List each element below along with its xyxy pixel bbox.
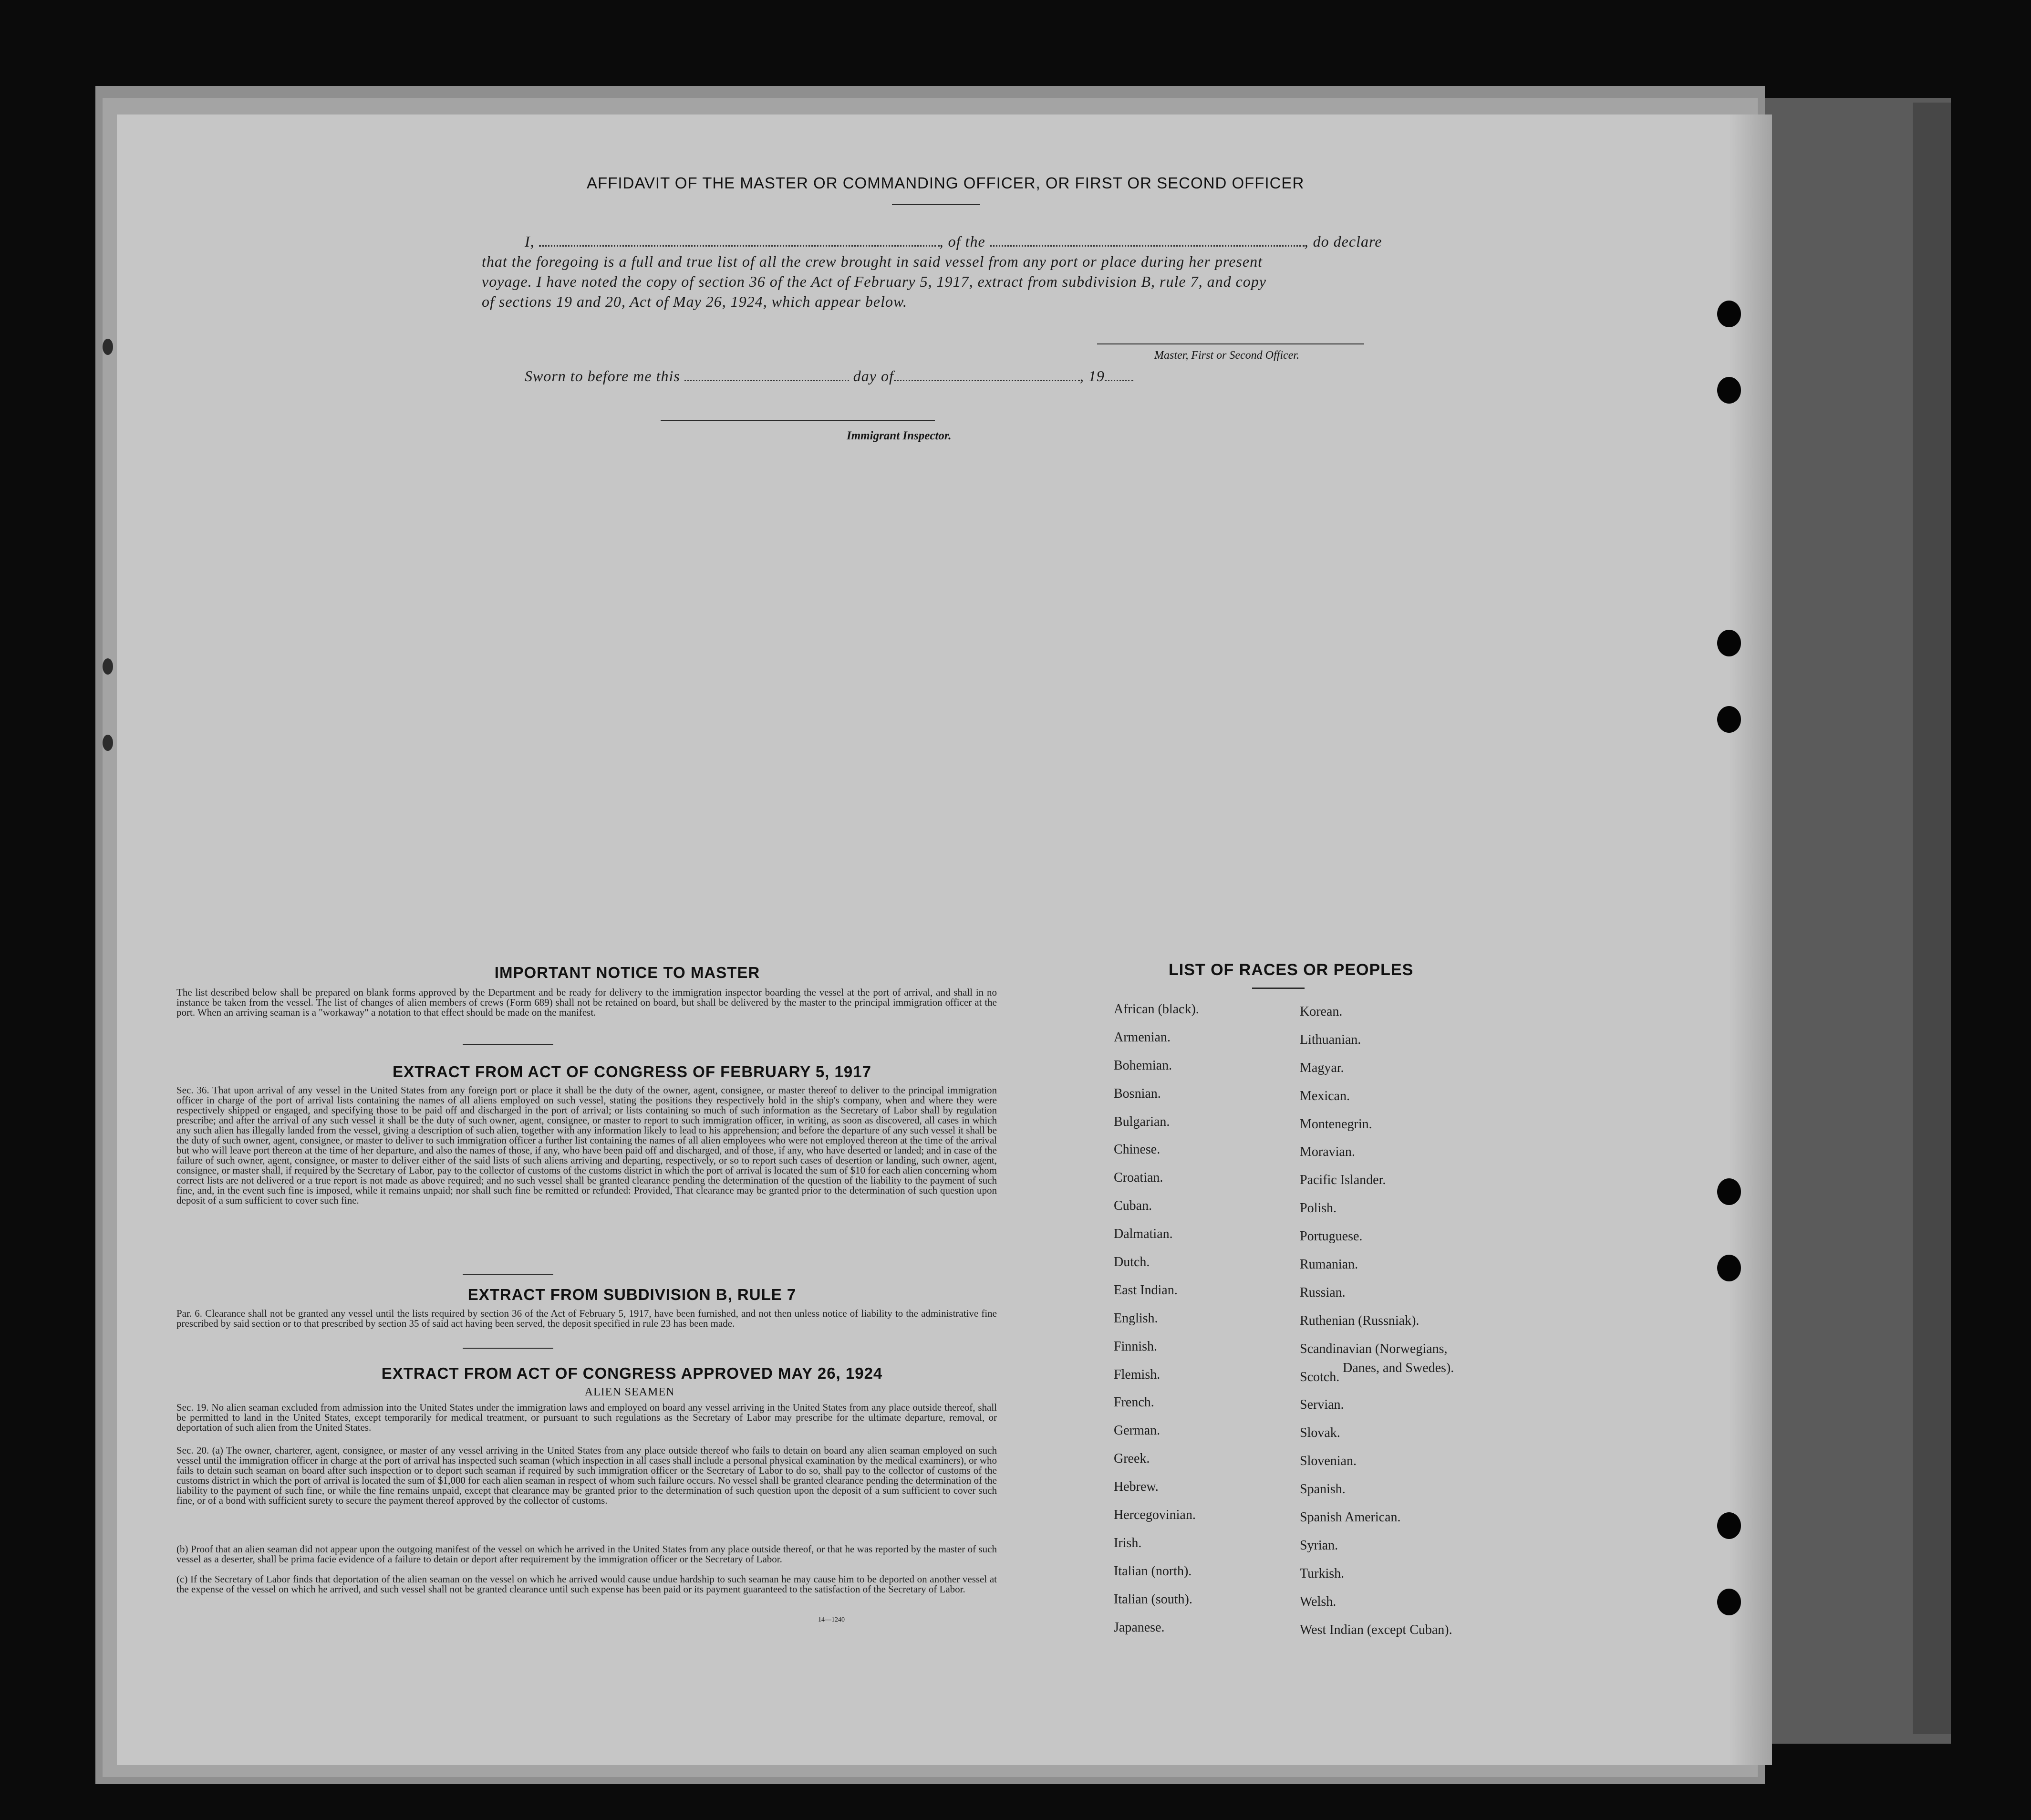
sworn-start: Sworn to before me this — [525, 367, 680, 385]
race-item: Welsh. — [1300, 1594, 1337, 1609]
race-item: Portuguese. — [1300, 1229, 1363, 1244]
notice-divider — [463, 1044, 553, 1045]
punch-hole — [1717, 630, 1741, 656]
punch-hole — [1717, 1589, 1741, 1615]
master-name-blank — [539, 239, 940, 247]
race-item: Chinese. — [1114, 1142, 1161, 1157]
backing-board-edge — [1913, 103, 1951, 1734]
sworn-line — [525, 367, 1133, 385]
races-left-column — [1114, 1002, 1199, 1648]
affidavit-line-1-start: I, — [525, 233, 535, 250]
rule7-body: Par. 6. Clearance shall not be granted any vessel until the lists required by section 36 of the Act of February 5, 1917, have been furnished, and not then unless notice of liability to the administrative fine prescribed by said section or to that prescribed by section 35 of said act having been served, the deposit specified in rule 23 has been made. — [176, 1308, 997, 1329]
race-item: Spanish American. — [1300, 1510, 1401, 1525]
race-item-continuation: Danes, and Swedes). — [1343, 1361, 1454, 1375]
races-right-column — [1300, 1004, 1452, 1650]
rule7-title: EXTRACT FROM SUBDIVISION B, RULE 7 — [467, 1286, 797, 1303]
affidavit-line-1-end: , do declare — [1304, 233, 1382, 250]
race-item: Dutch. — [1114, 1255, 1150, 1270]
affidavit-line-2: that the foregoing is a full and true list of all the crew brought in said vessel from any port or place during her present — [482, 253, 1263, 270]
extract-1924-sec20c: (c) If the Secretary of Labor finds that deportation of the alien seaman on the vessel on which he arrived would cause undue hardship to such seaman he may cause him to be deported on another vessel at the expense of the vessel on which he arrived, and such vessel shall not be granted clearance until such expense has been paid or its payment guaranteed to the satisfaction of the Secretary of Labor. — [176, 1573, 997, 1595]
race-item: Hercegovinian. — [1114, 1508, 1196, 1523]
race-item: Slovak. — [1300, 1425, 1340, 1441]
extract-1924-sec19: Sec. 19. No alien seaman excluded from admission into the United States under the immigration laws and employed on board any vessel arriving in the United States from any place outside thereof, shall be permitted to land in the United States, except temporarily for medical treatment, or pursuant to such regulations as the Secretary of Labor may prescribe for the ultimate departure, removal, or deportation of such alien from the United States. — [176, 1402, 997, 1433]
races-divider — [1252, 988, 1305, 989]
master-signature-line — [1097, 343, 1364, 344]
affidavit-line-1-mid: , of the — [939, 233, 985, 250]
race-item: Turkish. — [1300, 1566, 1345, 1581]
race-item: Pacific Islander. — [1300, 1173, 1386, 1188]
race-item: Scandinavian (Norwegians, — [1300, 1341, 1448, 1356]
extract-1924-subtitle: ALIEN SEAMEN — [584, 1386, 675, 1398]
race-item: German. — [1114, 1423, 1161, 1438]
race-item: Bosnian. — [1114, 1086, 1161, 1101]
inspector-label: Immigrant Inspector. — [847, 429, 952, 442]
punch-hole — [1717, 1255, 1741, 1281]
punch-hole — [1717, 1512, 1741, 1539]
race-item: Dalmatian. — [1114, 1227, 1173, 1242]
race-item: Irish. — [1114, 1535, 1142, 1550]
race-item: French. — [1114, 1395, 1154, 1410]
vessel-name-blank — [990, 239, 1305, 247]
title-divider — [892, 204, 980, 205]
race-item: Syrian. — [1300, 1538, 1338, 1553]
race-item: Polish. — [1300, 1201, 1337, 1216]
inspector-signature-line — [661, 420, 935, 421]
race-item: Lithuanian. — [1300, 1032, 1361, 1047]
race-item: Cuban. — [1114, 1198, 1152, 1214]
binder-tab — [103, 339, 113, 355]
binder-tab — [103, 658, 113, 675]
race-item: Spanish. — [1300, 1482, 1346, 1497]
extract-1924-sec20a: Sec. 20. (a) The owner, charterer, agent, consignee, or master of any vessel arriving in the United States from any place outside thereof who fails to detain on board any alien seaman employed on such vessel until the immigration officer in charge at the port of arrival has inspected such seaman (which inspection in all cases shall include a personal physical examination by the medical examiners), or who fails to detain such seaman on board after such inspection or to deport such seaman if required by such immigration officer or the Secretary of Labor to do so, shall pay to the collector of customs of the customs district in which the port of arrival is located the sum of $1,000 for each alien seaman in respect of whom such failure occurs. No vessel shall be granted clearance pending the determination of the liability to the payment of such fine, or while the fine remains unpaid, except that clearance may be granted prior to the determination of such question upon the deposit of a sum sufficient to cover such fine, or of a bond with sufficient surety to secure the payment thereof approved by the collector of customs. — [176, 1445, 997, 1506]
punch-hole — [1717, 706, 1741, 733]
race-item: Scotch. — [1300, 1369, 1340, 1384]
race-item: Italian (south). — [1114, 1591, 1192, 1607]
sworn-day-blank — [684, 373, 849, 381]
document-page — [117, 114, 1772, 1765]
extract-1924-sec20b: (b) Proof that an alien seaman did not appear upon the outgoing manifest of the vessel on which he arrived in the United States from any place outside thereof, or that he was reported by the master of such vessel as a deserter, shall be prima facie evidence of a failure to detain or deport after requirement by the immigration officer or the Secretary of Labor. — [176, 1543, 997, 1565]
punch-hole — [1717, 1178, 1741, 1205]
race-item: Servian. — [1300, 1397, 1344, 1413]
race-item: Magyar. — [1300, 1060, 1344, 1075]
affidavit-line-4: of sections 19 and 20, Act of May 26, 1924, which appear below. — [482, 293, 907, 310]
sworn-mid: day of — [853, 367, 894, 385]
races-title: LIST OF RACES OR PEOPLES — [1169, 961, 1414, 979]
punch-hole — [1717, 377, 1741, 404]
sworn-month-blank — [894, 373, 1080, 381]
notice-body: The list described below shall be prepared on blank forms approved by the Department and be ready for delivery to the immigration inspector boarding the vessel at the port of arrival, and shall in no instance be taken from the vessel. The list of changes of alien members of crews (Form 689) shall not be retained on board, but shall be delivered by the master to the principal immigration officer at the port. When an arriving seaman is a "workaway" a notation to that effect should be made on the manifest. — [176, 987, 997, 1018]
race-item: Croatian. — [1114, 1170, 1163, 1186]
affidavit-line-1 — [525, 233, 1382, 250]
race-item: Montenegrin. — [1300, 1116, 1372, 1132]
race-item: Armenian. — [1114, 1030, 1171, 1045]
extract-1917-title: EXTRACT FROM ACT OF CONGRESS OF FEBRUARY 5, 1917 — [393, 1063, 871, 1081]
race-item: Bulgarian. — [1114, 1114, 1170, 1129]
race-item: English. — [1114, 1310, 1158, 1326]
binder-tab — [103, 735, 113, 751]
race-item: Greek. — [1114, 1451, 1150, 1466]
race-item: Hebrew. — [1114, 1479, 1159, 1495]
race-item: Ruthenian (Russniak). — [1300, 1313, 1420, 1328]
race-item: African (black). — [1114, 1002, 1199, 1017]
race-item: Korean. — [1300, 1004, 1343, 1019]
race-item: Slovenian. — [1300, 1454, 1357, 1469]
sworn-year-blank — [1105, 373, 1133, 381]
affidavit-line-3: voyage. I have noted the copy of section 36 of the Act of February 5, 1917, extract from subdivision B, rule 7, and copy — [482, 273, 1266, 290]
extract-1917-divider — [463, 1274, 553, 1275]
master-signature-label: Master, First or Second Officer. — [1154, 349, 1299, 362]
race-item: Flemish. — [1114, 1367, 1161, 1382]
affidavit-title: AFFIDAVIT OF THE MASTER OR COMMANDING OFFICER, OR FIRST OR SECOND OFFICER — [587, 174, 1305, 192]
race-item: Mexican. — [1300, 1088, 1350, 1103]
notice-title: IMPORTANT NOTICE TO MASTER — [494, 964, 760, 981]
race-item: Italian (north). — [1114, 1563, 1192, 1579]
extract-1924-title: EXTRACT FROM ACT OF CONGRESS APPROVED MAY 26, 1924 — [381, 1364, 883, 1382]
punch-hole — [1717, 301, 1741, 327]
race-item: Russian. — [1300, 1285, 1346, 1300]
race-item: East Indian. — [1114, 1282, 1178, 1298]
extract-1917-body: Sec. 36. That upon arrival of any vessel in the United States from any foreign port or place it shall be the duty of the owner, agent, consignee, or master thereof to deliver to the principal immigration officer in charge of the port of arrival lists containing the names of all aliens employed on such vessel, stating the positions they respectively hold in the ship's company, when and where they were respectively shipped or engaged, and specifying those to be paid off and discharged in the port of arrival; or lists containing so much of such information as the Secretary of Labor shall by regulation prescribe; and after the arrival of any such vessel it shall be the duty of such owner, agent, consignee, or master to report to such immigration officer, in writing, as soon as discovered, all cases in which any such alien has illegally landed from the vessel, giving a description of such alien, together with any information likely to lead to his apprehension; and before the departure of any such vessel it shall be the duty of such owner, agent, consignee, or master to deliver to such immigration officer a further list containing the names of all alien employees who were not employed thereon at the time of the arrival but who will leave port thereon at the time of her departure, and also the names of those, if any, who have been paid off and discharged, and of those, if any, who have deserted or landed; and in case of the failure of such owner, agent, consignee, or master to deliver either of the said lists of such aliens arriving and departing, respectively, or so to report such cases of desertion or landing, such owner, agent, consignee, or master shall, if required by the Secretary of Labor, pay to the collector of customs of the customs district in which the port of arrival is located the sum of $10 for each alien concerning whom correct lists are not delivered or a true report is not made as above required; and no such vessel shall be granted clearance pending the determination of the question of the liability to the payment of such fine, and, in the event such fine is imposed, while it remains unpaid; nor shall such fine be remitted or refunded: Provided, That clearance may be granted prior to the determination of such question upon deposit of a sum sufficient to cover such fine. — [176, 1084, 997, 1206]
race-item: Moravian. — [1300, 1144, 1355, 1160]
rule7-divider — [463, 1348, 553, 1349]
race-item: Bohemian. — [1114, 1058, 1172, 1073]
race-item: West Indian (except Cuban). — [1300, 1622, 1452, 1637]
sworn-end: , 19 — [1079, 367, 1105, 385]
form-number: 14—1240 — [818, 1616, 845, 1623]
race-item: Japanese. — [1114, 1620, 1165, 1635]
race-item: Finnish. — [1114, 1339, 1158, 1354]
race-item: Rumanian. — [1300, 1257, 1358, 1272]
